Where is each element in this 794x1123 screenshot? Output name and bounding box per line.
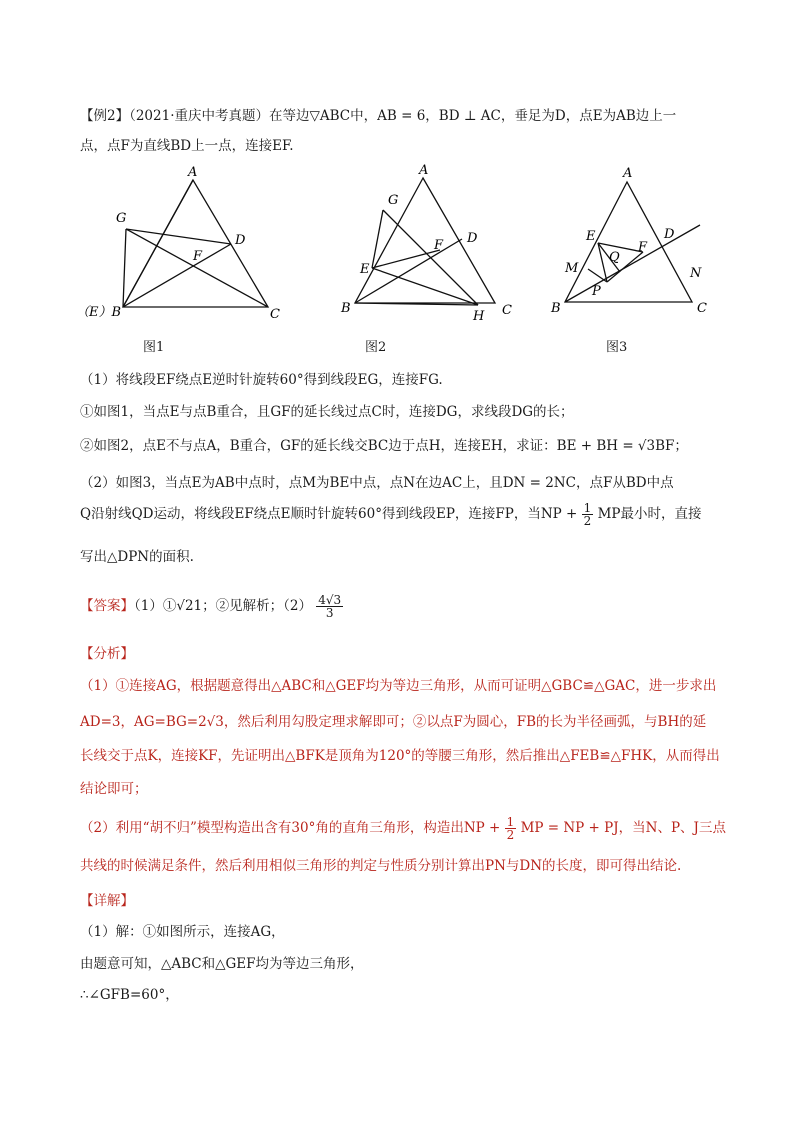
analysis-half-fraction [505,816,517,841]
fig1-label-eb: （E）B [76,305,122,320]
detail-line-2: 由题意可知，△ABC和△GEF均为等边三角形， [80,956,364,972]
fig3-label-n: N [690,266,702,281]
analysis-p2-a1: （2）利用“胡不归”模型构造出含有30°角的直角三角形，构造出NP + [80,820,501,836]
fig3-label-p: P [592,284,601,299]
fig2-label-a: A [419,163,429,178]
fig1-label-g: G [116,211,127,226]
fig3-label-c: C [697,301,707,316]
half-numerator: 1 [583,501,592,515]
figure-1-caption: 图1 [143,340,165,355]
problem-stem-b: 点，点F为直线BD上一点，连接EF. [80,138,294,154]
fig3-label-m: M [565,261,579,276]
analysis-p2-a2: MP = NP + PJ，当N、P、J三点 [520,820,726,836]
analysis-half-numerator: 1 [506,815,515,829]
detail-line-3: ∴∠GFB=60°， [80,987,179,1003]
fig1-label-d: D [235,233,246,248]
analysis-p1-d: 结论即可； [80,781,148,797]
analysis-half-denominator: 2 [506,828,515,842]
question-2-line-b [80,502,702,527]
detail-label: 【详解】 [80,893,134,909]
fig1-label-c: C [270,307,280,322]
analysis-p2-a [80,816,726,841]
analysis-p1-a: （1）①连接AG，根据题意得出△ABC和△GEF均为等边三角形，从而可证明△GBC≌△GAC，进一步求出 [80,678,717,694]
question-2-line-c: 写出△DPN的面积. [80,549,194,565]
fig3-label-q: Q [609,250,620,265]
fig3-label-a: A [623,166,633,181]
problem-tag: 【例2】 [80,108,130,124]
fig2-label-g: G [388,193,399,208]
question-2-line-a: （2）如图3，当点E为AB中点时，点M为BE中点，点N在边AC上，且DN = 2NC，点F从BD中点 [80,475,674,491]
question-2-text-b2: MP最小时，直接 [597,506,702,522]
figure-1-drawing [123,180,268,307]
answer-label: 【答案】 [80,598,134,614]
fig2-label-e: E [360,262,370,277]
answer-denominator: 3 [325,606,334,620]
fig2-label-b: B [341,301,351,316]
fig3-label-e: E [586,229,596,244]
fig2-label-f: F [434,238,444,253]
fig3-label-f: F [638,240,648,255]
figure-3-caption: 图3 [606,340,628,355]
question-1-part-2: ②如图2，点E不与点A，B重合，GF的延长线交BC边于点H，连接EH，求证：BE + BH = √3BF； [80,438,688,454]
analysis-p2-b: 共线的时候满足条件，然后利用相似三角形的判定与性质分别计算出PN与DN的长度，即可得出结论. [80,858,682,874]
geometry-figures [0,160,794,360]
answer-numerator: 4√3 [318,593,342,607]
answer-text: （1）①√21；②见解析；（2） [134,598,312,614]
fig2-label-h: H [473,309,485,324]
analysis-label: 【分析】 [80,646,134,662]
fig3-label-d: D [664,227,675,242]
fig1-label-f: F [193,249,203,264]
problem-stem-a: 在等边▽ABC中，AB = 6，BD ⊥ AC，垂足为D，点E为AB边上一 [269,108,677,124]
analysis-p1-b: AD=3，AG=BG=2√3，然后利用勾股定理求解即可；②以点F为圆心，FB的长为半径画弧，与BH的延 [80,714,707,730]
fig3-label-b: B [551,301,561,316]
answer-line [80,594,343,619]
question-1-part-1: ①如图1，当点E与点B重合，且GF的延长线过点C时，连接DG，求线段DG的长； [80,404,574,420]
fig1-label-a: A [188,165,198,180]
analysis-p1-c: 长线交于点K，连接KF，先证明出△BFK是顶角为120°的等腰三角形，然后推出△FEB≌△FHK，从而得出 [80,748,720,764]
problem-line-1 [80,104,676,124]
problem-line-2 [80,134,294,154]
problem-source: （2021·重庆中考真题） [129,108,269,124]
detail-line-1: （1）解：①如图所示，连接AG， [80,924,285,940]
figure-2-caption: 图2 [365,340,387,355]
answer-fraction [316,594,343,619]
question-2-text-b1: Q沿射线QD运动，将线段EF绕点E顺时针旋转60°得到线段EP，连接FP，当NP + [80,506,578,522]
fig2-label-c: C [502,303,512,318]
fig2-label-d: D [467,231,478,246]
question-1: （1）将线段EF绕点E逆时针旋转60°得到线段EG，连接FG. [80,372,443,388]
half-fraction [582,502,594,527]
half-denominator: 2 [583,514,592,528]
